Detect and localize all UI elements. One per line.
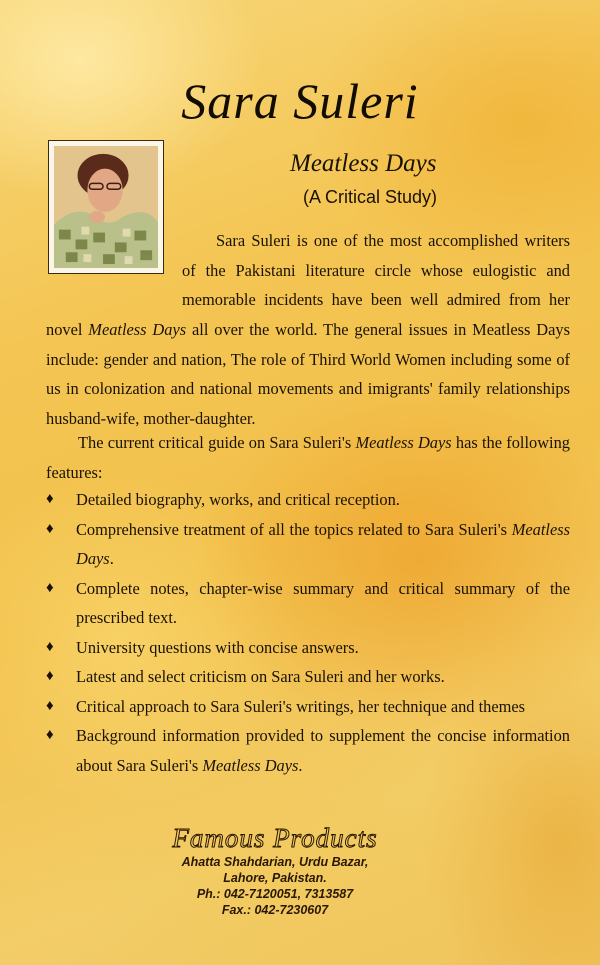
diamond-bullet-icon: ♦ (46, 491, 54, 507)
diamond-bullet-icon: ♦ (46, 638, 54, 655)
feature-item: ♦ Comprehensive treatment of all the topics related to Sara Suleri's Meatless Days. (46, 515, 570, 574)
features-list (46, 485, 570, 780)
publisher-phone: Ph.: 042-7120051, 7313587 (196, 887, 354, 901)
feature-item: ♦ Latest and select criticism on Sara Suleri and her works. (46, 662, 570, 692)
diamond-bullet-icon: ♦ (46, 668, 54, 684)
author-photo-frame (48, 140, 164, 274)
author-name-title: Sara Suleri (181, 73, 419, 129)
publisher-address-1: Ahatta Shahdarian, Urdu Bazar, (181, 855, 369, 869)
intro-paragraph (182, 226, 570, 314)
book-title: Meatless Days (290, 150, 437, 177)
intro-text-part-1: Sara Suleri is one of the most accomplished writers of the Pakistani literature circle whose eulogistic and memorable incidents have been well admired from her (182, 231, 570, 309)
portrait-image (54, 146, 158, 268)
guide-paragraph (46, 428, 570, 487)
feature-item: ♦ Detailed biography, works, and critical reception. (46, 485, 570, 515)
guide-text-2: has the following features: (46, 433, 570, 482)
publisher-block (160, 822, 390, 918)
feature-item: ♦ Critical approach to Sara Suleri's writings, her technique and themes (46, 692, 570, 722)
intro-paragraph-text (182, 226, 570, 314)
diamond-bullet-icon: ♦ (46, 520, 54, 537)
diamond-bullet-icon: ♦ (46, 579, 54, 596)
guide-text-1: The current critical guide on Sara Suleri's (78, 433, 356, 452)
intro-paragraph-continued (46, 315, 570, 433)
publisher-fax: Fax.: 042-7230607 (221, 903, 329, 917)
diamond-bullet-icon: ♦ (46, 727, 54, 743)
guide-book-title: Meatless Days (355, 433, 452, 452)
author-photo (54, 146, 158, 268)
intro-book-title: Meatless Days (88, 320, 187, 339)
diamond-bullet-icon: ♦ (46, 697, 54, 714)
feature-item: ♦ Background information provided to supplement the concise information about Sara Suleri's Meatless Days. (46, 721, 570, 780)
book-subtitle: (A Critical Study) (303, 187, 438, 207)
publisher-address-2: Lahore, Pakistan. (223, 871, 327, 885)
publisher-name: Famous Products (172, 823, 378, 853)
feature-item: ♦ Complete notes, chapter-wise summary and critical summary of the prescribed text. (46, 574, 570, 633)
intro-text-part-2: novel Meatless Days all over the world. The general issues in Meatless Days include: gender and nation, The role of Third World Women including some of us in colonization and national movements and imigrants' family relationships husband-wife, mother-daughter. (46, 320, 570, 428)
feature-item: ♦ University questions with concise answers. (46, 633, 570, 663)
